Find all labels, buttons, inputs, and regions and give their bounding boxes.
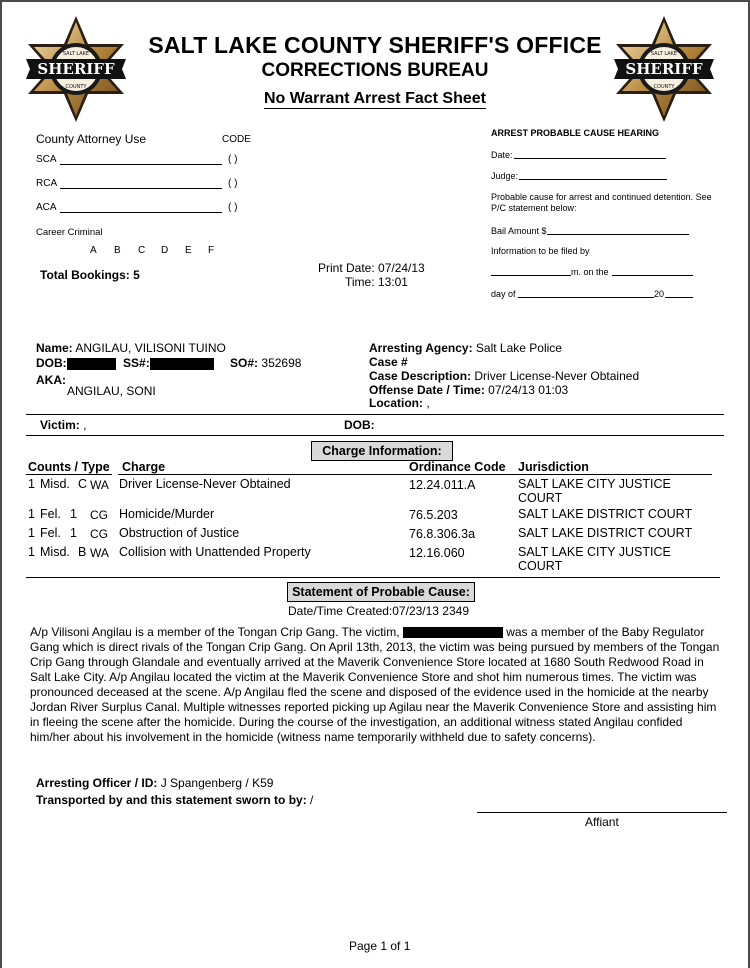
- day-of-label: day of: [491, 289, 516, 299]
- charge-description: Obstruction of Justice: [119, 526, 240, 540]
- filed-time-input[interactable]: [491, 275, 571, 276]
- ss-label: SS#:: [123, 356, 150, 370]
- charge-code-type: WA: [90, 478, 109, 492]
- aca-input-line[interactable]: [60, 212, 222, 213]
- statement-created: Date/Time Created:07/23/13 2349: [288, 604, 470, 618]
- total-bookings: Total Bookings: 5: [40, 268, 140, 282]
- col-jurisdiction: Jurisdiction: [518, 460, 589, 474]
- print-date: Print Date: 07/24/13: [318, 261, 425, 275]
- dob-redaction: [67, 358, 116, 370]
- charge-ordinance: 76.5.203: [409, 508, 458, 522]
- subject-name: [36, 341, 226, 355]
- hearing-date-label: Date:: [491, 150, 513, 160]
- charge-ordinance: 12.16.060: [409, 546, 465, 560]
- name-label: Name:: [36, 341, 73, 355]
- col-charge: Charge: [122, 460, 166, 474]
- so-number: 352698: [261, 356, 302, 370]
- statement-part1: A/p Vilisoni Angilau is a member of the Tongan Crip Gang. The victim,: [30, 625, 403, 639]
- case-desc-value: Driver License-Never Obtained: [474, 369, 640, 383]
- document-title-text: No Warrant Arrest Fact Sheet: [264, 90, 486, 107]
- transported-label: Transported by and this statement sworn to by:: [36, 793, 307, 807]
- month-input[interactable]: [518, 297, 654, 298]
- col-ordinance-code: Ordinance Code: [409, 460, 506, 474]
- statement-part2: was a member of the Baby Regulator Gang which is direct rivals of the Tongan Crip Gang. On April 13th, 2013, the victim was being pursued by members of the Tongan Crip Gang through Glandale and eventually arrived at the Maverik Convenience Store located at 1680 South Redwood Road in Salt Lake City. A/p Angilau located the victim at the Maverik Convenience Store and shot him numerous times. The victim was pronounced deceased at the scene. A/p Angilau fled the scene and disposed of the evidence used in the homicide at the nearby Jordan River Surplus Canal. Multiple witnesses reported picking up Agilau near the Maverik Convenience Store and assisting him in fleeing the scene after the homicide. During the course of the investigation, an additional witness stated Angilau confided him/her about his involvement in the homicide (witness name temporarily withheld due to safety concerns).: [30, 625, 720, 744]
- county-attorney-label: County Attorney Use: [36, 132, 147, 146]
- victim-label: Victim:: [40, 418, 80, 432]
- agency-value: Salt Lake Police: [475, 341, 562, 355]
- year-prefix: 20: [654, 289, 665, 299]
- info-filed-label: Information to be filed by: [491, 246, 590, 256]
- code-label: CODE: [222, 134, 251, 145]
- hearing-judge-label: Judge:: [491, 171, 519, 181]
- charge-class: 1: [70, 526, 77, 540]
- agency-label: Arresting Agency:: [369, 341, 473, 355]
- svg-text:SALT LAKE: SALT LAKE: [650, 51, 678, 57]
- hearing-title: ARREST PROBABLE CAUSE HEARING: [491, 128, 660, 138]
- rca-code: ( ): [228, 178, 238, 189]
- ss-redaction: [150, 358, 214, 370]
- subject-ids: [36, 356, 301, 370]
- bail-amount-label: Bail Amount $: [491, 226, 547, 236]
- so-label: SO#:: [230, 356, 259, 370]
- location-label: Location:: [369, 396, 423, 410]
- header-underline: [26, 474, 112, 475]
- career-option-a[interactable]: A: [90, 245, 97, 256]
- career-option-f[interactable]: F: [208, 245, 215, 256]
- charge-type: Misd.: [40, 477, 70, 491]
- affiant-signature-line[interactable]: [477, 812, 727, 813]
- arresting-officer-value: J Spangenberg / K59: [160, 776, 274, 790]
- career-option-c[interactable]: C: [138, 245, 146, 256]
- statement-text: [30, 625, 720, 745]
- charge-information-header: Charge Information:: [311, 441, 453, 461]
- sca-code: ( ): [228, 154, 238, 165]
- svg-text:SHERIFF: SHERIFF: [625, 60, 703, 78]
- charge-jurisdiction: SALT LAKE CITY JUSTICE: [518, 545, 671, 559]
- bureau-subtitle: CORRECTIONS BUREAU: [261, 60, 489, 81]
- case-description: [369, 369, 639, 383]
- career-criminal-label: Career Criminal: [36, 227, 103, 238]
- charge-class: 1: [70, 507, 77, 521]
- location-value: ,: [426, 396, 430, 410]
- svg-text:SHERIFF: SHERIFF: [37, 60, 115, 78]
- charge-count: 1: [28, 545, 35, 559]
- affiant-label: Affiant: [585, 815, 619, 829]
- charge-type: Fel.: [40, 526, 61, 540]
- charge-jurisdiction-line2: COURT: [518, 491, 563, 505]
- location: [369, 396, 430, 410]
- page-number: Page 1 of 1: [349, 939, 411, 953]
- svg-text:SALT LAKE: SALT LAKE: [62, 51, 90, 57]
- probable-cause-text: Probable cause for arrest and continued detention. See P/C statement below:: [491, 192, 712, 213]
- dob-label: DOB:: [36, 356, 67, 370]
- aka-label: AKA:: [36, 373, 66, 387]
- hearing-judge-input[interactable]: [519, 179, 667, 180]
- charge-count: 1: [28, 477, 35, 491]
- header-underline: [118, 474, 712, 475]
- aka-value: ANGILAU, SONI: [67, 384, 156, 398]
- offense-datetime: [369, 383, 568, 397]
- transported-by: [36, 793, 313, 807]
- arresting-officer: [36, 776, 273, 790]
- statement-header: Statement of Probable Cause:: [287, 582, 475, 602]
- sca-label: SCA: [36, 154, 57, 165]
- offense-label: Offense Date / Time:: [369, 383, 485, 397]
- charge-code-type: CG: [90, 508, 108, 522]
- transported-value: /: [310, 793, 314, 807]
- charge-class: B: [78, 545, 87, 559]
- career-option-b[interactable]: B: [114, 245, 121, 256]
- career-option-e[interactable]: E: [185, 245, 192, 256]
- hearing-date-input[interactable]: [514, 158, 666, 159]
- divider: [26, 435, 724, 436]
- office-title: SALT LAKE COUNTY SHERIFF'S OFFICE: [148, 32, 602, 58]
- charge-description: Homicide/Murder: [119, 507, 215, 521]
- document-title: [0, 90, 750, 108]
- case-desc-label: Case Description:: [369, 369, 472, 383]
- charge-code-type: WA: [90, 546, 109, 560]
- divider: [26, 577, 720, 578]
- case-number-label: Case #: [369, 355, 408, 369]
- arresting-agency: [369, 341, 562, 355]
- aca-code: ( ): [228, 202, 238, 213]
- charge-jurisdiction-line2: COURT: [518, 559, 563, 573]
- charge-count: 1: [28, 507, 35, 521]
- svg-text:COUNTY: COUNTY: [65, 84, 87, 90]
- charge-jurisdiction: SALT LAKE CITY JUSTICE: [518, 477, 671, 491]
- charge-type: Misd.: [40, 545, 70, 559]
- charge-class: C: [78, 477, 88, 491]
- career-option-d[interactable]: D: [161, 245, 169, 256]
- bail-amount-input[interactable]: [547, 234, 689, 235]
- divider: [26, 414, 724, 415]
- charge-count: 1: [28, 526, 35, 540]
- rca-input-line[interactable]: [60, 188, 222, 189]
- year-input[interactable]: [665, 297, 693, 298]
- charge-description: Driver License-Never Obtained: [119, 477, 291, 491]
- offense-value: 07/24/13 01:03: [488, 383, 569, 397]
- arresting-officer-label: Arresting Officer / ID:: [36, 776, 158, 790]
- charge-jurisdiction: SALT LAKE DISTRICT COURT: [518, 507, 693, 521]
- filed-day-input[interactable]: [612, 275, 693, 276]
- sca-input-line[interactable]: [60, 164, 222, 165]
- rca-label: RCA: [36, 178, 58, 189]
- victim-value: ,: [83, 418, 87, 432]
- victim-name-redaction: [403, 627, 503, 638]
- m-on-the-label: m. on the: [571, 267, 609, 277]
- charge-code-type: CG: [90, 527, 108, 541]
- svg-text:COUNTY: COUNTY: [653, 84, 675, 90]
- charge-type: Fel.: [40, 507, 61, 521]
- charge-ordinance: 12.24.011.A: [409, 478, 476, 492]
- aca-label: ACA: [36, 202, 57, 213]
- victim: [40, 418, 86, 432]
- charge-jurisdiction: SALT LAKE DISTRICT COURT: [518, 526, 693, 540]
- victim-dob-label: DOB:: [344, 418, 375, 432]
- charge-ordinance: 76.8.306.3a: [409, 527, 476, 541]
- col-counts-type: Counts / Type: [28, 460, 110, 474]
- charge-description: Collision with Unattended Property: [119, 545, 311, 559]
- print-time: Time: 13:01: [345, 275, 408, 289]
- name-value: ANGILAU, VILISONI TUINO: [75, 341, 226, 355]
